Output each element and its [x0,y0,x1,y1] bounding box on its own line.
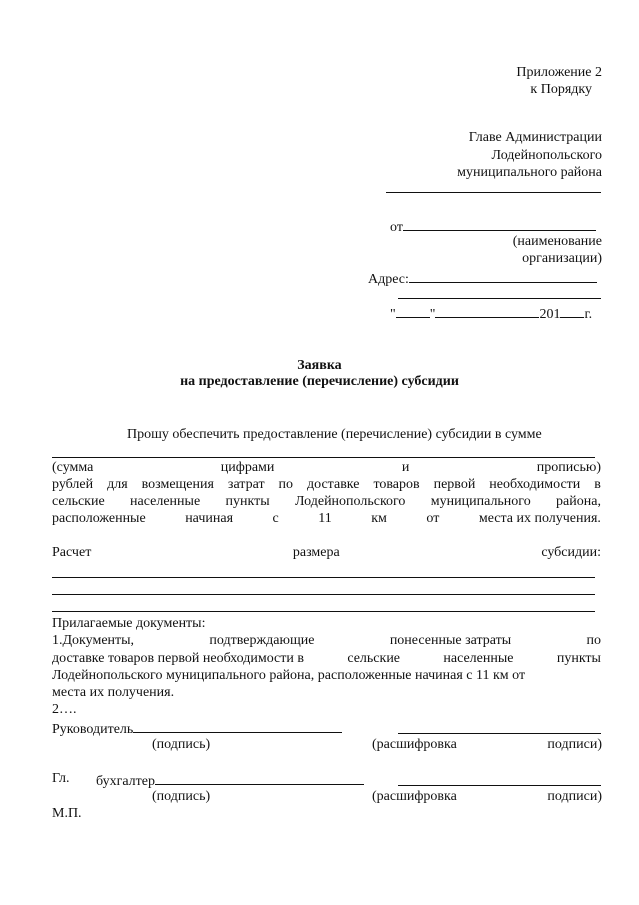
text-word: товаров [373,477,420,492]
text-word: 11 [318,511,332,526]
address-extra-line[interactable] [398,298,601,299]
head-decode-line[interactable] [398,733,601,734]
text-word: сельские [52,494,105,509]
acct-sign-line[interactable] [155,772,364,785]
text-word: подтверждающие [209,633,315,648]
from-input-line[interactable] [403,218,596,231]
acct-label-short: Гл. [52,771,70,786]
text-word: расположенные [52,511,146,526]
calc-input-line[interactable] [52,577,595,578]
seal-place: М.П. [52,806,82,821]
text-word: Расчет [52,545,92,560]
head-label: Руководитель [52,722,134,737]
text-word: населенные [130,494,201,509]
acct-decode-hint-end: подписи) [547,789,602,804]
text-word: по [278,477,294,492]
text-word: 1.Документы, [52,633,135,648]
head-decode-hint: (расшифровка [372,737,457,752]
amount-hint-word: и [401,460,410,475]
request-line3 [52,495,601,509]
text-word: рублей [52,477,94,492]
date-quote-close: " [429,307,436,322]
text-word: необходимости [489,477,581,492]
calc-row [52,546,601,560]
address-field [368,270,597,287]
docs-item1-line1 [52,634,601,648]
addressee-line1: Главе Администрации [468,130,602,145]
doc-title: Заявка [297,358,342,373]
text-word: от [426,511,440,526]
docs-item1-line2 [52,652,601,666]
text-word: Лодейнопольского [294,494,406,509]
text-word: первой [433,477,476,492]
date-year-suffix: г. [584,307,593,322]
addressee-blank-line[interactable] [386,192,601,193]
date-year-line[interactable] [560,305,584,318]
docs-item1-line3: Лодейнопольского муниципального района, расположенные начиная с 11 км от [52,668,526,683]
text-word: по [586,633,601,648]
docs-item2: 2…. [52,702,77,717]
acct-decode-line[interactable] [398,785,601,786]
from-field [390,218,596,235]
amount-hint-row [52,461,601,475]
acct-decode-hint: (расшифровка [372,789,457,804]
text-word: населенные [443,651,514,666]
address-label: Адрес: [368,272,409,287]
from-label: от [390,220,403,235]
calc-input-line[interactable] [52,611,595,612]
text-word: пункты [225,494,270,509]
text-word: муниципального [430,494,531,509]
date-field [390,305,592,322]
org-name-hint: (наименование [512,234,602,249]
text-word: пункты [556,651,601,666]
text-word: доставке [307,477,360,492]
text-word: места их получения. [478,511,601,526]
doc-subtitle: на предоставление (перечисление) субсидии [180,374,459,389]
date-day-line[interactable] [396,305,430,318]
text-word: с [272,511,279,526]
date-month-line[interactable] [435,305,539,318]
addressee-line2: Лодейнопольского [491,148,602,163]
text-word: возмещения [141,477,214,492]
calc-input-line[interactable] [52,594,595,595]
text-word: затрат [227,477,265,492]
amount-input-line[interactable] [52,457,595,458]
head-sign-line[interactable] [133,720,342,733]
acct-sign-field [96,772,364,789]
text-word: понесенные затраты [389,633,512,648]
request-intro: Прошу обеспечить предоставление (перечисление) субсидии в сумме [127,427,542,442]
head-sign-field [52,720,342,737]
date-year-prefix: 201 [539,307,561,322]
request-line2 [52,478,601,492]
text-word: сельские [347,651,401,666]
docs-heading: Прилагаемые документы: [52,616,206,631]
head-sign-hint: (подпись) [152,737,211,752]
addressee-line3: муниципального района [457,165,602,180]
address-input-line[interactable] [409,270,597,283]
appendix-reference: к Порядку [530,82,592,97]
docs-item1-line4: места их получения. [52,685,175,700]
amount-hint-word: (сумма [52,460,94,475]
text-word: в [594,477,601,492]
text-word: начиная [185,511,234,526]
head-decode-hint-end: подписи) [547,737,602,752]
request-line4 [52,512,601,526]
appendix-number: Приложение 2 [516,65,602,80]
acct-sign-hint: (подпись) [152,789,211,804]
text-word: доставке товаров первой необходимости в [52,651,304,666]
text-word: района, [556,494,601,509]
amount-hint-word: прописью) [536,460,601,475]
org-hint: организации) [522,251,602,266]
acct-label: бухгалтер [96,774,155,789]
date-quote-open: " [390,307,396,322]
text-word: км [371,511,387,526]
amount-hint-word: цифрами [220,460,275,475]
text-word: для [107,477,128,492]
text-word: субсидии: [541,545,601,560]
text-word: размера [292,545,340,560]
